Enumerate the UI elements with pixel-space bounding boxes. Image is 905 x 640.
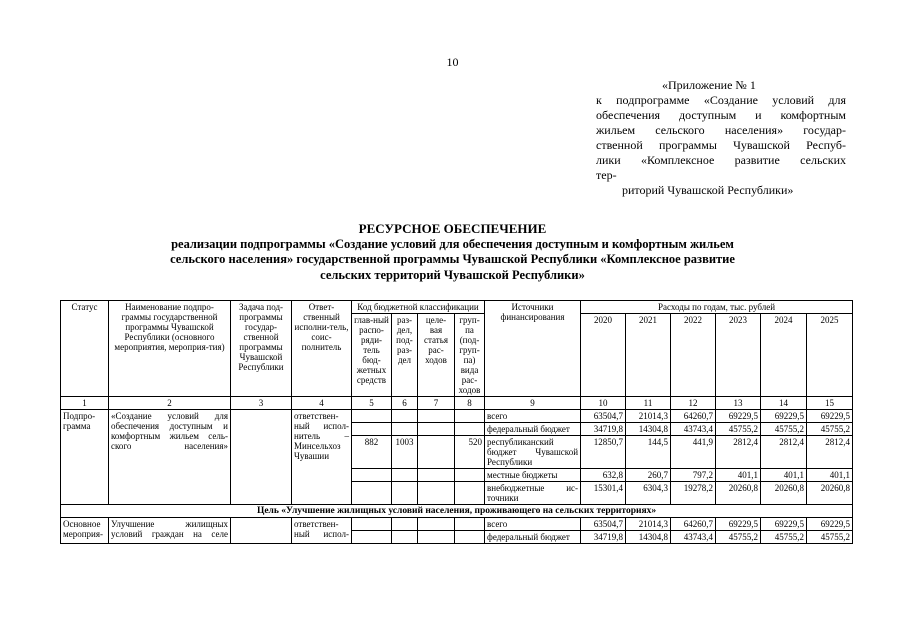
header-year: 2021 bbox=[626, 314, 671, 335]
status-cell: Основное мероприя- bbox=[61, 518, 109, 544]
code-razdel-cell: 1003 bbox=[392, 436, 418, 469]
code-cell bbox=[392, 469, 418, 482]
column-number: 5 bbox=[352, 397, 392, 410]
value-cell: 2812,4 bbox=[761, 436, 807, 469]
code-target-cell bbox=[418, 436, 455, 469]
program-name-cell: Улучшение жилищных условий граждан на селе bbox=[109, 518, 231, 544]
column-number: 15 bbox=[807, 397, 853, 410]
header-year-spacer bbox=[761, 335, 807, 397]
source-cell: всего bbox=[485, 518, 581, 531]
value-cell: 64260,7 bbox=[671, 518, 716, 531]
value-cell: 441,9 bbox=[671, 436, 716, 469]
header-responsible: Ответ-ственный исполни-тель, соис-полнитель bbox=[292, 301, 352, 397]
code-cell bbox=[418, 469, 455, 482]
value-cell: 260,7 bbox=[626, 469, 671, 482]
header-budget-code: Код бюджетной классификации bbox=[352, 301, 485, 314]
column-number: 6 bbox=[392, 397, 418, 410]
title-line: реализации подпрограммы «Создание условий для обеспечения доступным и комфортным жильем bbox=[171, 236, 734, 251]
header-year: 2023 bbox=[716, 314, 761, 335]
code-cell bbox=[392, 518, 418, 531]
value-cell: 43743,4 bbox=[671, 423, 716, 436]
value-cell: 45755,2 bbox=[807, 423, 853, 436]
column-number: 13 bbox=[716, 397, 761, 410]
column-number: 2 bbox=[109, 397, 231, 410]
header-target: целе-вая статья рас-ходов bbox=[418, 314, 455, 397]
value-cell: 2812,4 bbox=[807, 436, 853, 469]
column-number: 12 bbox=[671, 397, 716, 410]
appendix-note bbox=[596, 78, 846, 198]
header-year-spacer bbox=[581, 335, 626, 397]
code-cell bbox=[455, 482, 485, 505]
header-year-spacer bbox=[626, 335, 671, 397]
value-cell: 21014,3 bbox=[626, 410, 671, 423]
task-cell bbox=[231, 410, 292, 505]
appendix-line: риторий Чувашской Республики» bbox=[622, 183, 794, 197]
appendix-line: ственной программы Чувашской Респуб- bbox=[596, 138, 846, 152]
value-cell: 45755,2 bbox=[761, 531, 807, 544]
header-task: Задача под-программы государ-ственной программы Чувашской Республики bbox=[231, 301, 292, 397]
source-cell: федеральный бюджет bbox=[485, 531, 581, 544]
column-number: 7 bbox=[418, 397, 455, 410]
table-row bbox=[61, 410, 853, 423]
appendix-line: лики «Комплексное развитие сельских bbox=[596, 153, 846, 167]
column-number: 10 bbox=[581, 397, 626, 410]
column-number: 1 bbox=[61, 397, 109, 410]
value-cell: 797,2 bbox=[671, 469, 716, 482]
value-cell: 45755,2 bbox=[716, 423, 761, 436]
appendix-line: жильем сельского населения» государ- bbox=[596, 123, 846, 137]
code-cell bbox=[352, 469, 392, 482]
code-group-cell: 520 bbox=[455, 436, 485, 469]
column-number: 3 bbox=[231, 397, 292, 410]
code-cell bbox=[455, 469, 485, 482]
value-cell: 12850,7 bbox=[581, 436, 626, 469]
value-cell: 19278,2 bbox=[671, 482, 716, 505]
value-cell: 45755,2 bbox=[761, 423, 807, 436]
goal-row bbox=[61, 505, 853, 518]
source-cell: федеральный бюджет bbox=[485, 423, 581, 436]
code-cell bbox=[455, 423, 485, 436]
code-cell bbox=[455, 410, 485, 423]
header-razdel: раз-дел, под-раз-дел bbox=[392, 314, 418, 397]
appendix-line: обеспечения доступным и комфортным bbox=[596, 108, 846, 122]
goal-text: Цель «Улучшение жилищных условий населения, проживающего на сельских территориях» bbox=[61, 505, 853, 518]
resource-table bbox=[60, 300, 853, 544]
code-cell bbox=[418, 423, 455, 436]
header-status: Статус bbox=[61, 301, 109, 397]
value-cell: 20260,8 bbox=[716, 482, 761, 505]
header-year: 2024 bbox=[761, 314, 807, 335]
table-row bbox=[61, 518, 853, 531]
source-cell: всего bbox=[485, 410, 581, 423]
value-cell: 69229,5 bbox=[761, 518, 807, 531]
header-sources: Источники финансирования bbox=[485, 301, 581, 397]
code-cell bbox=[392, 423, 418, 436]
header-row bbox=[61, 301, 853, 314]
value-cell: 69229,5 bbox=[807, 410, 853, 423]
value-cell: 2812,4 bbox=[716, 436, 761, 469]
value-cell: 64260,7 bbox=[671, 410, 716, 423]
code-cell bbox=[392, 482, 418, 505]
code-cell bbox=[455, 518, 485, 531]
column-number: 9 bbox=[485, 397, 581, 410]
value-cell: 45755,2 bbox=[807, 531, 853, 544]
value-cell: 401,1 bbox=[761, 469, 807, 482]
document-title bbox=[90, 221, 815, 283]
appendix-line: к подпрограмме «Создание условий для bbox=[596, 93, 846, 107]
value-cell: 21014,3 bbox=[626, 518, 671, 531]
column-number: 14 bbox=[761, 397, 807, 410]
header-year-spacer bbox=[671, 335, 716, 397]
source-cell: республиканский бюджет Чувашской Республики bbox=[485, 436, 581, 469]
header-name: Наименование подпро-граммы государственной программы Чувашской Республики (основного мероприятия, мероприя-тия) bbox=[109, 301, 231, 397]
responsible-cell: ответствен-ный испол- bbox=[292, 518, 352, 544]
value-cell: 69229,5 bbox=[716, 518, 761, 531]
code-cell bbox=[392, 410, 418, 423]
value-cell: 15301,4 bbox=[581, 482, 626, 505]
value-cell: 34719,8 bbox=[581, 531, 626, 544]
header-glav: глав-ный распо-ряди-тель бюд-жетных средств bbox=[352, 314, 392, 397]
code-cell bbox=[418, 410, 455, 423]
value-cell: 20260,8 bbox=[761, 482, 807, 505]
program-name-cell: «Создание условий для обеспечения доступным и комфортным жильем сель-ского населения» bbox=[109, 410, 231, 505]
header-year: 2020 bbox=[581, 314, 626, 335]
code-cell bbox=[352, 531, 392, 544]
value-cell: 43743,4 bbox=[671, 531, 716, 544]
status-cell: Подпро-грамма bbox=[61, 410, 109, 505]
code-cell bbox=[352, 518, 392, 531]
code-cell bbox=[418, 482, 455, 505]
title-line: сельских территорий Чувашской Республики» bbox=[320, 267, 585, 282]
code-cell bbox=[418, 518, 455, 531]
value-cell: 69229,5 bbox=[807, 518, 853, 531]
header-group: груп-па (под-груп-па) вида рас-ходов bbox=[455, 314, 485, 397]
header-expenses: Расходы по годам, тыс. рублей bbox=[581, 301, 853, 314]
value-cell: 63504,7 bbox=[581, 410, 626, 423]
value-cell: 14304,8 bbox=[626, 423, 671, 436]
code-cell bbox=[392, 531, 418, 544]
column-number-row bbox=[61, 397, 853, 410]
code-cell bbox=[352, 423, 392, 436]
header-year-spacer bbox=[807, 335, 853, 397]
source-cell: местные бюджеты bbox=[485, 469, 581, 482]
appendix-line: «Приложение № 1 bbox=[662, 78, 756, 92]
appendix-line: тер- bbox=[596, 168, 617, 182]
value-cell: 401,1 bbox=[716, 469, 761, 482]
value-cell: 45755,2 bbox=[716, 531, 761, 544]
header-year: 2025 bbox=[807, 314, 853, 335]
source-cell: внебюджетные ис-точники bbox=[485, 482, 581, 505]
header-year: 2022 bbox=[671, 314, 716, 335]
code-cell bbox=[418, 531, 455, 544]
task-cell bbox=[231, 518, 292, 544]
column-number: 8 bbox=[455, 397, 485, 410]
value-cell: 69229,5 bbox=[761, 410, 807, 423]
value-cell: 20260,8 bbox=[807, 482, 853, 505]
header-year-spacer bbox=[716, 335, 761, 397]
value-cell: 63504,7 bbox=[581, 518, 626, 531]
title-main: РЕСУРСНОЕ ОБЕСПЕЧЕНИЕ bbox=[358, 221, 547, 236]
column-number: 11 bbox=[626, 397, 671, 410]
value-cell: 6304,3 bbox=[626, 482, 671, 505]
page-number: 10 bbox=[446, 55, 459, 69]
title-line: сельского населения» государственной программы Чувашской Республики «Комплексное развитие bbox=[170, 252, 735, 266]
value-cell: 34719,8 bbox=[581, 423, 626, 436]
value-cell: 14304,8 bbox=[626, 531, 671, 544]
responsible-cell: ответствен-ный испол-нитель – Минсельхоз Чувашии bbox=[292, 410, 352, 505]
code-cell bbox=[352, 482, 392, 505]
value-cell: 401,1 bbox=[807, 469, 853, 482]
code-cell bbox=[352, 410, 392, 423]
code-cell bbox=[455, 531, 485, 544]
value-cell: 144,5 bbox=[626, 436, 671, 469]
value-cell: 632,8 bbox=[581, 469, 626, 482]
code-glav-cell: 882 bbox=[352, 436, 392, 469]
column-number: 4 bbox=[292, 397, 352, 410]
value-cell: 69229,5 bbox=[716, 410, 761, 423]
